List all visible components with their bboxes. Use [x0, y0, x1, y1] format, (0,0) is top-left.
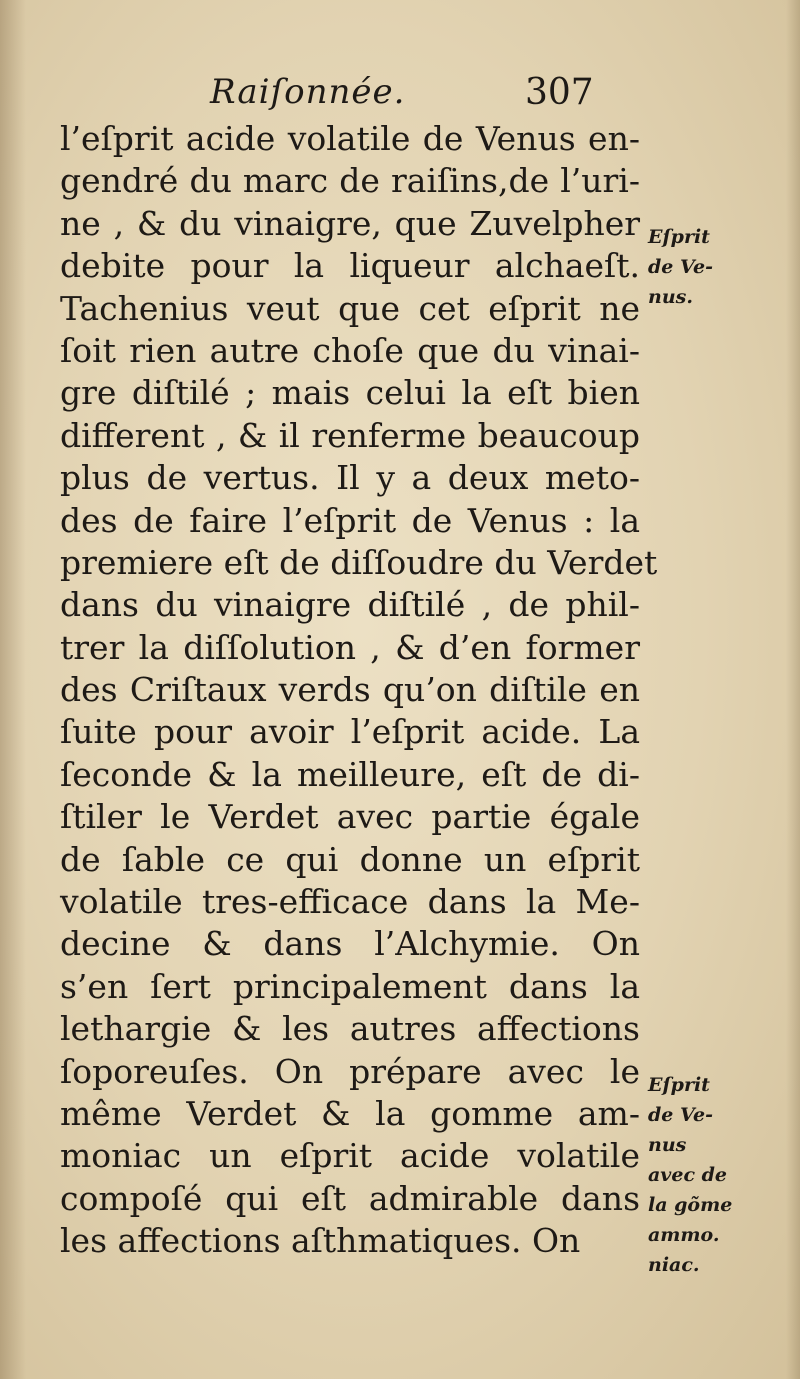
- text-line: ne , & du vinaigre, que Zuvelpher: [60, 203, 640, 243]
- page-edge-shadow: [786, 0, 800, 1379]
- text-line: les affections aſthmatiques. On: [60, 1221, 581, 1261]
- text-line: ſoporeuſes. On prépare avec le: [60, 1051, 640, 1091]
- text-line: ſtiler le Verdet avec partie égale: [60, 797, 640, 837]
- margin-note-line: nus: [648, 1134, 687, 1156]
- text-line: des Criſtaux verds qu’on diſtile en: [60, 670, 640, 710]
- text-line: decine & dans l’Alchymie. On: [60, 924, 640, 964]
- text-line: même Verdet & la gomme am-: [60, 1093, 640, 1133]
- margin-note-line: nus.: [648, 286, 693, 308]
- text-line: different , & il renferme beaucoup: [60, 415, 640, 455]
- text-line: Tachenius veut que cet eſprit ne: [60, 288, 640, 328]
- body-text: [60, 118, 658, 1263]
- margin-note-esprit-gomme-ammoniac: [648, 1070, 788, 1280]
- text-line: s’en ſert principalement dans la: [60, 966, 640, 1006]
- text-line: de ſable ce qui donne un eſprit: [60, 839, 640, 879]
- margin-note-line: ammo.: [648, 1224, 720, 1246]
- text-line: ſoit rien autre choſe que du vinai-: [60, 330, 640, 370]
- text-line: trer la diſſolution , & d’en former: [60, 627, 640, 667]
- running-head: Raiſonnée.: [210, 72, 406, 112]
- text-line: l’eſprit acide volatile de Venus en-: [60, 119, 640, 158]
- text-line: lethargie & les autres affections: [60, 1009, 640, 1049]
- margin-note-line: de Ve-: [648, 1104, 713, 1126]
- text-line: compoſé qui eſt admirable dans: [60, 1178, 640, 1218]
- text-line: premiere eſt de diſſoudre du Verdet: [60, 542, 658, 582]
- text-line: gendré du marc de raiſins,de l’uri-: [60, 161, 640, 201]
- margin-note-line: niac.: [648, 1254, 700, 1276]
- text-line: volatile tres-efficace dans la Me-: [60, 882, 640, 922]
- gutter-shadow: [0, 0, 26, 1379]
- margin-note-line: Eſprit: [648, 226, 710, 248]
- text-line: moniac un eſprit acide volatile: [60, 1136, 640, 1176]
- page-number: 307: [525, 72, 594, 113]
- text-line: gre diſtilé ; mais celui la eſt bien: [60, 373, 640, 413]
- margin-note-esprit-de-venus: [648, 222, 788, 312]
- text-line: debite pour la liqueur alchaeſt.: [60, 246, 640, 286]
- page-header: [210, 72, 610, 122]
- text-line: dans du vinaigre diſtilé , de phil-: [60, 585, 640, 625]
- text-line: ſuite pour avoir l’eſprit acide. La: [60, 712, 640, 752]
- text-line: des de faire l’eſprit de Venus : la: [60, 500, 640, 540]
- margin-note-line: avec de: [648, 1164, 727, 1186]
- margin-note-line: de Ve-: [648, 256, 713, 278]
- margin-note-line: Eſprit: [648, 1074, 710, 1096]
- text-line: ſeconde & la meilleure, eſt de di-: [60, 754, 640, 794]
- margin-note-line: la gõme: [648, 1194, 733, 1216]
- text-line: plus de vertus. Il y a deux meto-: [60, 458, 640, 498]
